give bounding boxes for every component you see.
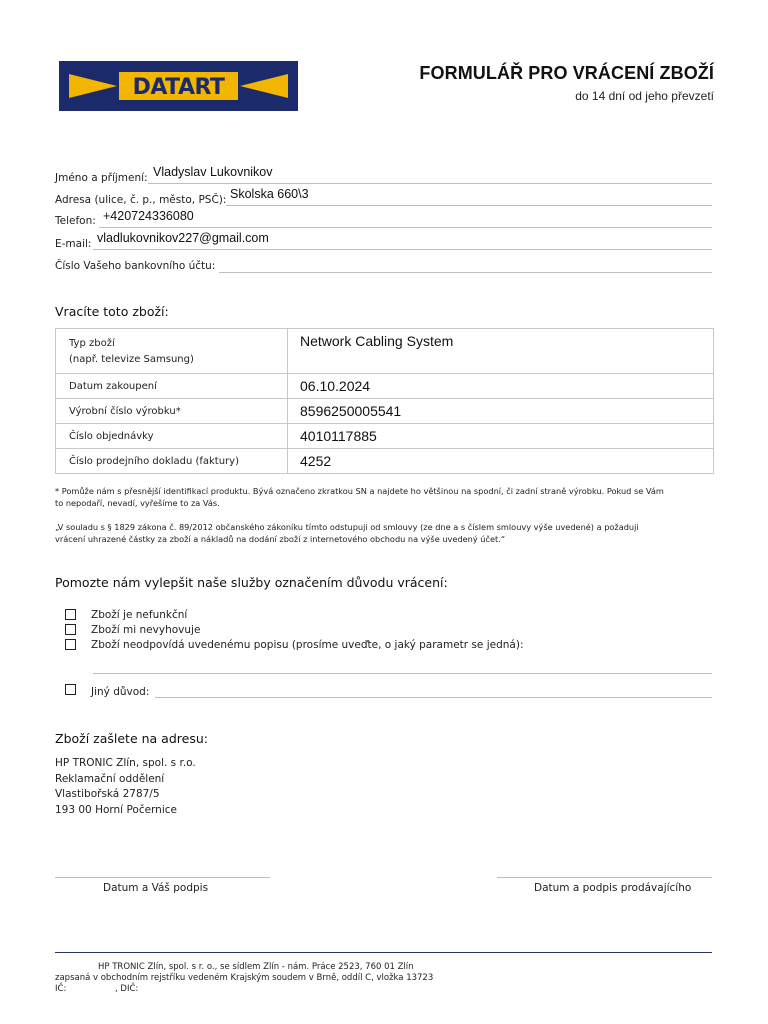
goods-heading: Vracíte toto zboží: [55,304,169,319]
parameter-underline[interactable] [93,673,712,674]
serial-number-label: Výrobní číslo výrobku* [56,399,288,424]
address-line: 193 00 Horní Počernice [55,803,177,816]
customer-signature-line[interactable] [55,877,270,878]
other-reason-label: Jiný důvod: [91,686,150,698]
row-label-type [56,329,288,374]
address-line: Vlastibořská 2787/5 [55,788,160,800]
goods-table [55,328,714,474]
reason-checkbox-other[interactable] [65,684,76,695]
invoice-number-label: Číslo prodejního dokladu (faktury) [56,449,288,474]
legal-statement [55,521,639,545]
address-field[interactable]: Skolska 660\3 [230,187,309,201]
email-field[interactable]: vladlukovnikov227@gmail.com [97,231,269,245]
address-underline [226,205,712,206]
reason-label-nonfunctional: Zboží je nefunkční [91,609,188,621]
table-row [56,424,714,449]
shipping-address [55,756,196,818]
legal-line: „V souladu s § 1829 zákona č. 89/2012 občanského zákoníku tímto odstupuji od smlouvy (ze dne a s číslem smlouvy výše uvedené) a požaduji [55,522,639,532]
datart-logo [59,61,298,111]
invoice-number-value[interactable]: 4252 [288,449,714,474]
address-line: HP TRONIC Zlín, spol. s r.o. [55,757,196,769]
shipping-heading: Zboží zašlete na adresu: [55,731,208,746]
table-row [56,399,714,424]
bank-label: Číslo Vašeho bankovního účtu: [55,260,216,272]
table-row [56,449,714,474]
purchase-date-label: Datum zakoupení [56,374,288,399]
email-underline [93,249,712,250]
bank-underline [219,272,712,273]
order-number-value[interactable]: 4010117885 [288,424,714,449]
purchase-date-value[interactable]: 06.10.2024 [288,374,714,399]
legal-line: vrácení uhrazené částky za zboží a nákladů na dodání zboží z internetového obchodu na výše uvedený účet.“ [55,534,506,544]
footer-registry-line: zapsaná v obchodním rejstříku vedeném Krajským soudem v Brně, oddíl C, vložka 13723 [55,973,434,983]
name-underline [148,183,712,184]
table-row [56,374,714,399]
reason-checkbox-nonfunctional[interactable] [65,609,76,620]
order-number-label: Číslo objednávky [56,424,288,449]
name-label: Jméno a příjmení: [55,172,148,184]
customer-signature-label: Datum a Váš podpis [103,882,209,894]
footnote-line: * Pomůže nám s přesnější identifikací produktu. Bývá označeno zkratkou SN a najdete ho většinou na spodní, či zadní straně výrobku. Pokud se Vám [55,486,664,496]
footer-dic-label: , DIČ: [115,984,139,994]
email-label: E-mail: [55,238,92,250]
other-reason-underline[interactable] [155,697,712,698]
address-label: Adresa (ulice, č. p., město, PSČ): [55,194,227,206]
footer-company-line: HP TRONIC Zlín, spol. s r. o., se sídlem Zlín - nám. Práce 2523, 760 01 Zlín [98,962,414,972]
form-subtitle: do 14 dní od jeho převzetí [575,89,714,103]
phone-field[interactable]: +420724336080 [103,209,194,223]
phone-label: Telefon: [55,215,96,227]
address-line: Reklamační oddělení [55,772,165,785]
reasons-heading: Pomozte nám vylepšit naše služby označením důvodu vrácení: [55,575,448,590]
footer-divider [55,952,712,953]
svg-text:DATART: DATART [132,75,225,100]
footnote-line: to nepodaří, nevadí, vyřešíme to za Vás. [55,498,220,508]
type-sublabel: (např. televize Samsung) [69,353,194,365]
seller-signature-line[interactable] [497,877,712,878]
type-label: Typ zboží [69,337,115,349]
footnote [55,485,664,509]
reason-checkbox-description-mismatch[interactable] [65,639,76,650]
form-title: FORMULÁŘ PRO VRÁCENÍ ZBOŽÍ [419,63,714,83]
name-field[interactable]: Vladyslav Lukovnikov [153,165,273,179]
reason-label-description-mismatch: Zboží neodpovídá uvedenému popisu (prosíme uveďte, o jaký parametr se jedná): [91,639,524,651]
table-row [56,329,714,374]
reason-checkbox-unsuitable[interactable] [65,624,76,635]
type-value[interactable]: Network Cabling System [288,329,714,374]
serial-number-value[interactable]: 8596250005541 [288,399,714,424]
reason-label-unsuitable: Zboží mi nevyhovuje [91,624,201,636]
footer-ic-label: IČ: [55,984,67,994]
phone-underline [99,227,712,228]
seller-signature-label: Datum a podpis prodávajícího [534,882,692,894]
